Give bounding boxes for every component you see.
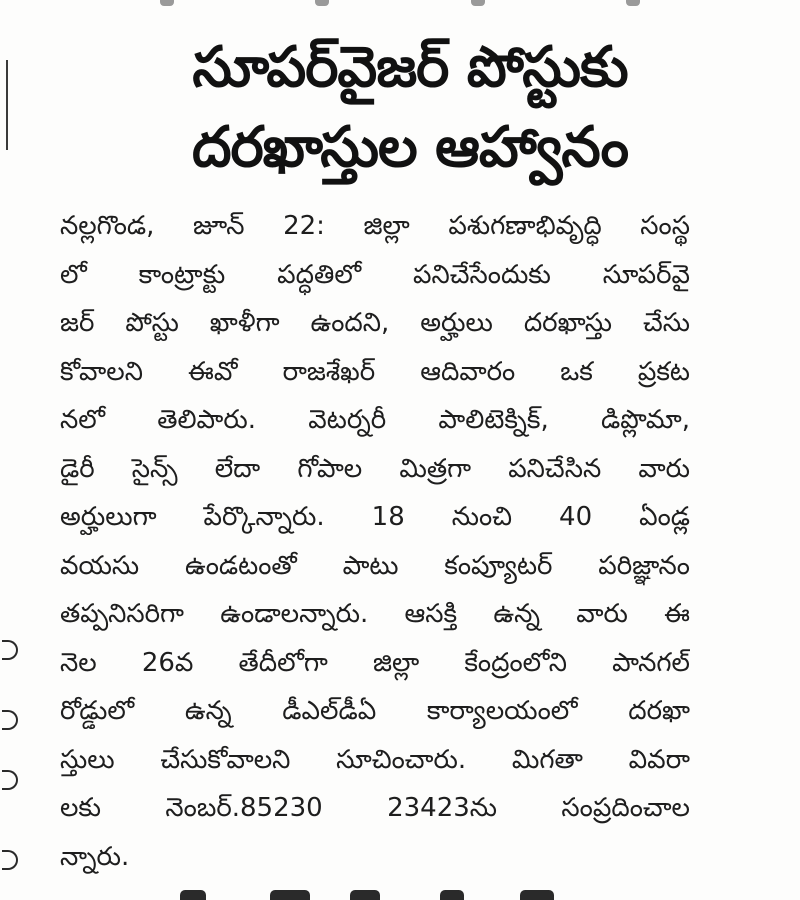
body-line: తప్పనిసరిగా ఉండాలన్నారు. ఆసక్తి ఉన్న వారు ఈ — [60, 599, 690, 629]
body-line: న్నారు. — [60, 841, 130, 872]
body-line: లో కాంట్రాక్టు పద్ధతిలో పనిచేసేందుకు సూపర్‌వై — [60, 259, 690, 290]
body-line: అర్హులుగా పేర్కొన్నారు. 18 నుంచి 40 ఏండ్ల — [60, 502, 690, 532]
body-line: వయసు ఉండటంతో పాటు కంప్యూటర్ పరిజ్ఞానం — [60, 550, 690, 581]
column-divider — [6, 60, 8, 150]
body-line: రోడ్డులో ఉన్న డీఎల్‌డీఏ కార్యాలయంలో దరఖా — [60, 696, 690, 726]
body-line: నలో తెలిపారు. వెటర్నరీ పాలిటెక్నిక్, డిప్లొమా, — [60, 405, 690, 435]
headline-line-2: దరఖాస్తుల ఆహ్వానం — [191, 115, 629, 180]
body-line: కోవాలని ఈవో రాజశేఖర్ ఆదివారం ఒక ప్రకట — [60, 356, 690, 387]
article-headline — [40, 28, 780, 188]
body-line: లకు నెంబర్.85230 23423ను సంప్రదించాల — [60, 793, 690, 823]
body-line: జర్ పోస్టు ఖాళీగా ఉందని, అర్హులు దరఖాస్తు చేసు — [60, 308, 690, 338]
top-cropped-text — [160, 0, 640, 12]
body-line: నల్లగొండ, జూన్ 22: జిల్లా పశుగణాభివృద్ధి సంస్థ — [60, 211, 690, 241]
body-line: స్తులు చేసుకోవాలని సూచించారు. మిగతా వివరా — [60, 744, 690, 775]
bottom-cropped-text — [180, 886, 620, 900]
body-line: డైరీ సైన్స్ లేదా గోపాల మిత్రగా పనిచేసిన వారు — [60, 453, 690, 484]
left-cropped-text — [0, 600, 30, 900]
headline-line-1: సూపర్‌వైజర్ పోస్టుకు — [192, 35, 628, 100]
body-line: నెల 26వ తేదీలోగా జిల్లా కేంద్రంలోని పానగల్ — [60, 647, 690, 678]
article-body — [60, 202, 690, 881]
